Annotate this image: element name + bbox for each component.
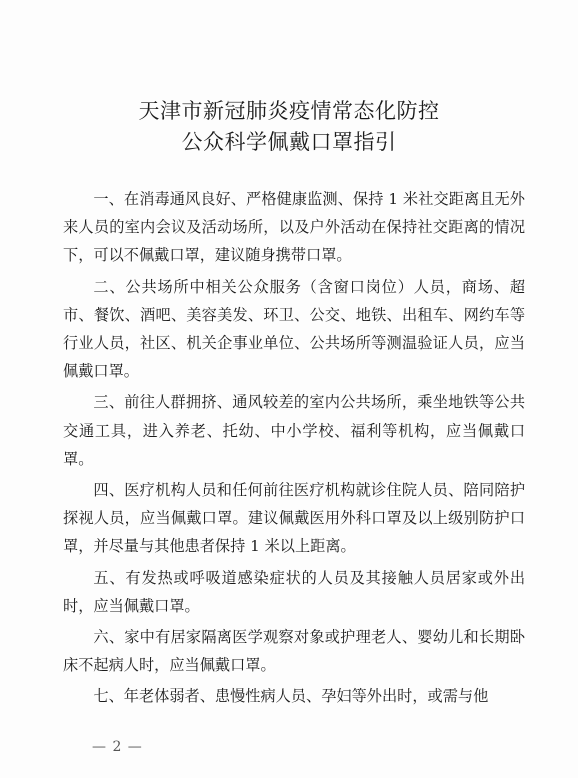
paragraph-5: 五、有发热或呼吸道感染症状的人员及其接触人员居家或外出时，应当佩戴口罩。: [63, 568, 525, 615]
page-number: — 2 —: [92, 739, 143, 755]
paragraph-1: 一、在消毒通风良好、严格健康监测、保持 1 米社交距离且无外来人员的室内会议及活动场所，以及户外活动在保持社交距离的情况下，可以不佩戴口罩，建议随身携带口罩。: [63, 190, 525, 265]
document-title: [0, 96, 578, 158]
paragraph-7: 七、年老体弱者、患慢性病人员、孕妇等外出时，或需与他: [93, 687, 489, 706]
title-line-2: 公众科学佩戴口罩指引: [181, 130, 397, 154]
paragraph-3: 三、前往人群拥挤、通风较差的室内公共场所，乘坐地铁等公共交通工具，进入养老、托幼、中小学校、福利等机构，应当佩戴口罩。: [63, 393, 525, 468]
document-body: [63, 185, 525, 714]
paragraph-2: 二、公共场所中相关公众服务（含窗口岗位）人员，商场、超市、餐饮、酒吧、美容美发、环卫、公交、地铁、出租车、网约车等行业人员，社区、机关企事业单位、公共场所等测温验证人员，应当佩戴口罩。: [63, 277, 525, 381]
title-line-1: 天津市新冠肺炎疫情常态化防控: [138, 99, 440, 123]
paragraph-4: 四、医疗机构人员和任何前往医疗机构就诊住院人员、陪同陪护探视人员，应当佩戴口罩。建议佩戴医用外科口罩及以上级别防护口罩，并尽量与其他患者保持 1 米以上距离。: [63, 481, 525, 556]
paragraph-6: 六、家中有居家隔离医学观察对象或护理老人、婴幼儿和长期卧床不起病人时，应当佩戴口罩。: [63, 628, 525, 675]
